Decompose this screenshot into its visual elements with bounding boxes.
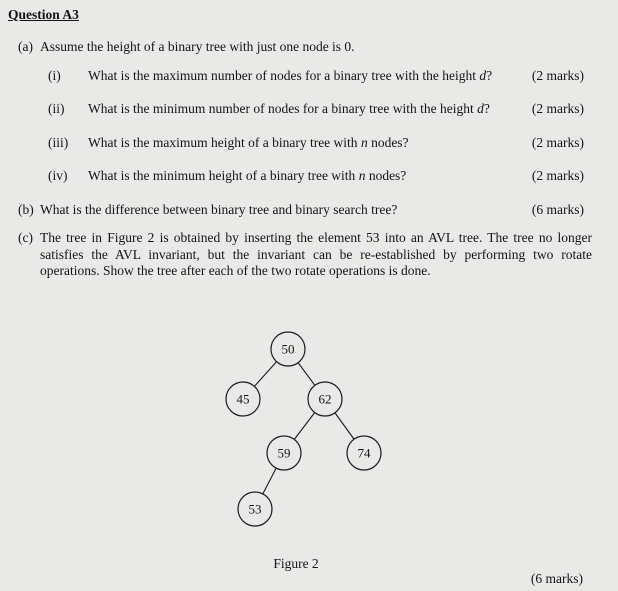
tree-edges <box>243 349 364 509</box>
text-before-variable: What is the minimum height of a binary tree with <box>88 168 359 183</box>
text-after-variable: nodes? <box>367 135 409 150</box>
math-variable: d <box>477 101 484 116</box>
part-b-question-text: What is the difference between binary tree and binary search tree? <box>40 202 398 217</box>
question-title: Question A3 <box>8 7 79 22</box>
part-b <box>18 202 584 218</box>
item-question-text <box>88 168 532 184</box>
text-after-variable: ? <box>483 101 490 116</box>
part-a-intro-text: Assume the height of a binary tree with just one node is 0. <box>40 39 355 54</box>
text-after-variable: ? <box>486 68 493 83</box>
part-c <box>18 230 592 280</box>
part-c-marks: (6 marks) <box>530 571 583 586</box>
item-question-text <box>88 135 532 151</box>
item-question-text <box>88 68 532 84</box>
part-c-label: (c) <box>18 230 33 245</box>
tree-node <box>226 382 260 416</box>
text-after-variable: nodes? <box>365 168 407 183</box>
marks-label: (2 marks) <box>531 135 584 150</box>
item-numeral: (i) <box>48 68 61 83</box>
text-before-variable: What is the minimum number of nodes for a binary tree with the height <box>88 101 478 116</box>
part-c-question-text: The tree in Figure 2 is obtained by inserting the element 53 into an AVL tree. The tree no longer satisfies the AVL invariant, but the invariant can be re-established by performing two rotate operations. Show the tree after each of the two rotate operations is done. <box>40 230 592 279</box>
item-question-text <box>88 101 532 117</box>
tree-node <box>347 436 381 470</box>
part-a <box>18 39 584 55</box>
figure-caption: Figure 2 <box>273 556 319 571</box>
marks-label: (2 marks) <box>531 101 584 116</box>
part-b-label: (b) <box>18 202 34 217</box>
item-numeral: (iv) <box>48 168 68 183</box>
item-numeral: (iii) <box>48 135 69 150</box>
node-value: 62 <box>318 391 332 407</box>
text-before-variable: What is the maximum number of nodes for a binary tree with the height <box>88 68 480 83</box>
math-variable: d <box>479 68 487 83</box>
node-value: 53 <box>248 501 262 517</box>
question-a-item-i <box>48 68 584 84</box>
marks-label: (2 marks) <box>531 168 584 183</box>
tree-node <box>267 436 301 470</box>
item-numeral: (ii) <box>48 101 65 116</box>
question-a-item-iv <box>48 168 584 184</box>
tree-node-root <box>271 332 305 366</box>
question-a-item-iii <box>48 135 584 151</box>
marks-label: (6 marks) <box>531 202 584 217</box>
question-a-item-ii <box>48 101 584 117</box>
node-value: 50 <box>281 341 295 357</box>
marks-label: (2 marks) <box>531 68 584 83</box>
tree-node <box>238 492 272 526</box>
node-value: 74 <box>357 445 371 461</box>
math-variable: n <box>360 135 368 150</box>
node-value: 59 <box>277 445 291 461</box>
math-variable: n <box>358 168 366 183</box>
figure-2-tree <box>215 325 395 535</box>
text-before-variable: What is the maximum height of a binary tree with <box>88 135 361 150</box>
node-value: 45 <box>236 391 250 407</box>
tree-node <box>308 382 342 416</box>
part-a-label: (a) <box>18 39 33 54</box>
